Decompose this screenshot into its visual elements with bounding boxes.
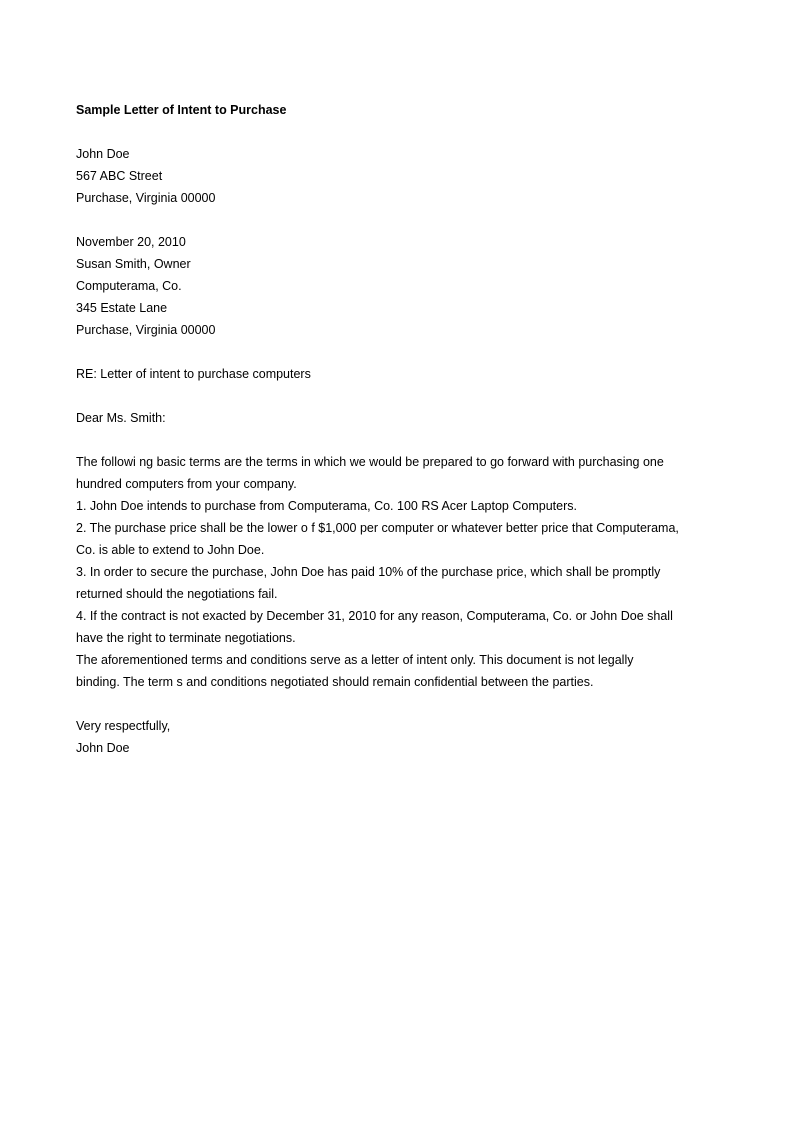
recipient-company: Computerama, Co. [76, 279, 182, 293]
letter-date: November 20, 2010 [76, 235, 186, 249]
sender-address [76, 143, 716, 209]
signature-name: John Doe [76, 741, 130, 755]
subject-text: RE: Letter of intent to purchase computers [76, 367, 311, 381]
letter-content [76, 99, 716, 781]
document-title: Sample Letter of Intent to Purchase [76, 103, 287, 117]
body-line: 4. If the contract is not exacted by December 31, 2010 for any reason, Computerama, Co. or John Doe shall [76, 609, 673, 623]
closing-text: Very respectfully, [76, 719, 171, 733]
salutation-text: Dear Ms. Smith: [76, 411, 166, 425]
recipient-city: Purchase, Virginia 00000 [76, 323, 216, 337]
recipient-block [76, 231, 716, 341]
salutation [76, 407, 716, 429]
body-line: 2. The purchase price shall be the lower o f $1,000 per computer or whatever better price that Computerama, [76, 521, 679, 535]
recipient-street: 345 Estate Lane [76, 301, 168, 315]
body-line: The followi ng basic terms are the terms in which we would be prepared to go forward with purchasing one [76, 455, 664, 469]
body-line: binding. The term s and conditions negotiated should remain confidential between the parties. [76, 675, 594, 689]
sender-name: John Doe [76, 147, 130, 161]
body-line: have the right to terminate negotiations. [76, 631, 296, 645]
recipient-name: Susan Smith, Owner [76, 257, 191, 271]
letter-body [76, 451, 716, 693]
body-line: returned should the negotiations fail. [76, 587, 278, 601]
body-line: 3. In order to secure the purchase, John Doe has paid 10% of the purchase price, which shall be promptly [76, 565, 661, 579]
body-line: The aforementioned terms and conditions serve as a letter of intent only. This document is not legally [76, 653, 634, 667]
body-line: hundred computers from your company. [76, 477, 297, 491]
sender-street: 567 ABC Street [76, 169, 163, 183]
body-line: 1. John Doe intends to purchase from Computerama, Co. 100 RS Acer Laptop Computers. [76, 499, 577, 513]
sender-city: Purchase, Virginia 00000 [76, 191, 216, 205]
body-line: Co. is able to extend to John Doe. [76, 543, 265, 557]
closing-block [76, 715, 716, 759]
subject-line [76, 363, 716, 385]
